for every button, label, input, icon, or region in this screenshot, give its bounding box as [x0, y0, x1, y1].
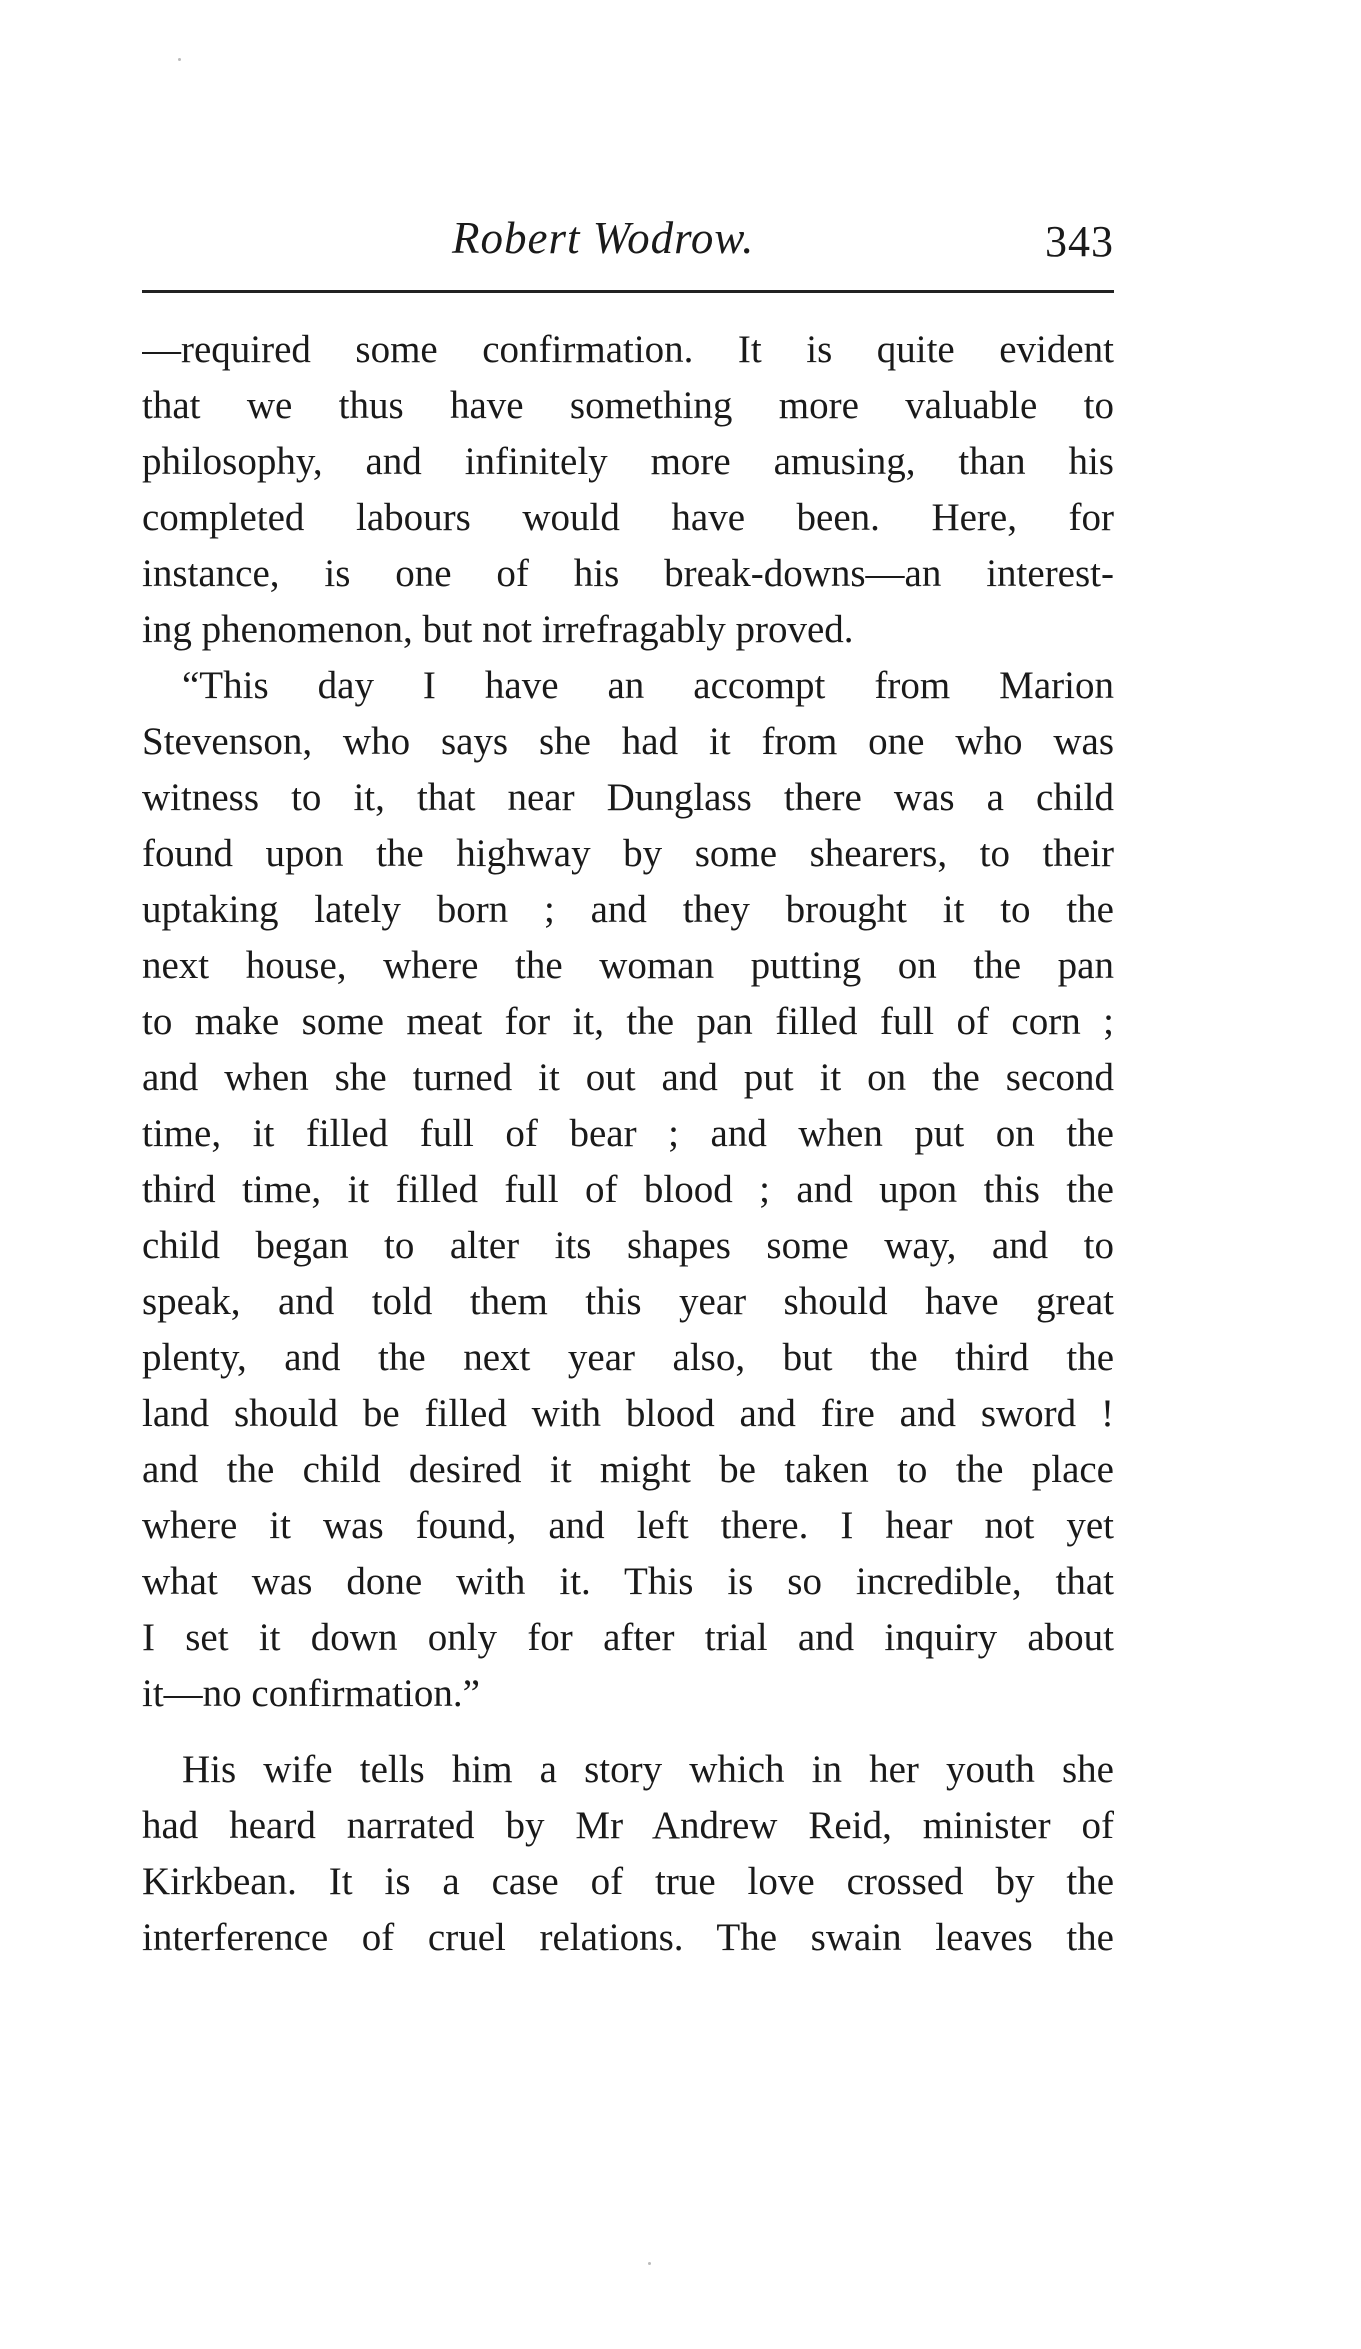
- paragraph-3: [142, 1742, 1114, 1966]
- text-line: speak, and told them this year should have great: [142, 1280, 1114, 1323]
- text-line: instance, is one of his break-downs—an interest-: [142, 552, 1114, 595]
- text-line: child began to alter its shapes some way, and to: [142, 1224, 1114, 1267]
- text-line: philosophy, and infinitely more amusing, than his: [142, 440, 1114, 483]
- text-line: time, it filled full of bear ; and when put on the: [142, 1112, 1114, 1155]
- text-line: where it was found, and left there. I hear not yet: [142, 1504, 1114, 1547]
- paragraph-2-quotation: [142, 658, 1114, 1722]
- text-line: witness to it, that near Dunglass there was a child: [142, 776, 1114, 819]
- text-line: and the child desired it might be taken to the place: [142, 1448, 1114, 1491]
- header-rule: [142, 290, 1114, 293]
- paper-speck-top: [178, 58, 181, 61]
- running-title: Robert Wodrow.: [452, 213, 755, 263]
- text-line: it—no confirmation.”: [142, 1672, 480, 1715]
- text-line: “This day I have an accompt from Marion: [182, 664, 1114, 707]
- text-line: I set it down only for after trial and inquiry about: [142, 1616, 1114, 1659]
- text-line: that we thus have something more valuable to: [142, 384, 1114, 427]
- paragraph-1: [142, 322, 1114, 658]
- body-text: [142, 322, 1114, 1966]
- paragraph-gap: [142, 1722, 1114, 1742]
- text-line: and when she turned it out and put it on the second: [142, 1056, 1114, 1099]
- text-line: plenty, and the next year also, but the third the: [142, 1336, 1114, 1379]
- text-line: third time, it filled full of blood ; and upon this the: [142, 1168, 1114, 1211]
- text-line: Stevenson, who says she had it from one who was: [142, 720, 1114, 763]
- text-line: what was done with it. This is so incredible, that: [142, 1560, 1114, 1603]
- text-line: interference of cruel relations. The swain leaves the: [142, 1916, 1114, 1959]
- page-number: 343: [1045, 217, 1114, 266]
- text-line: ing phenomenon, but not irrefragably proved.: [142, 608, 854, 651]
- text-line: had heard narrated by Mr Andrew Reid, minister of: [142, 1804, 1114, 1847]
- text-line: His wife tells him a story which in her youth she: [182, 1748, 1114, 1791]
- text-line: —required some confirmation. It is quite evident: [142, 328, 1114, 371]
- text-line: found upon the highway by some shearers, to their: [142, 832, 1114, 875]
- running-head: [142, 206, 1114, 276]
- text-line: uptaking lately born ; and they brought it to the: [142, 888, 1114, 931]
- text-line: next house, where the woman putting on the pan: [142, 944, 1114, 987]
- text-line: to make some meat for it, the pan filled full of corn ;: [142, 1000, 1114, 1043]
- text-line: land should be filled with blood and fire and sword !: [142, 1392, 1114, 1435]
- text-line: completed labours would have been. Here, for: [142, 496, 1114, 539]
- text-line: Kirkbean. It is a case of true love crossed by the: [142, 1860, 1114, 1903]
- paper-speck-bottom: [648, 2262, 651, 2265]
